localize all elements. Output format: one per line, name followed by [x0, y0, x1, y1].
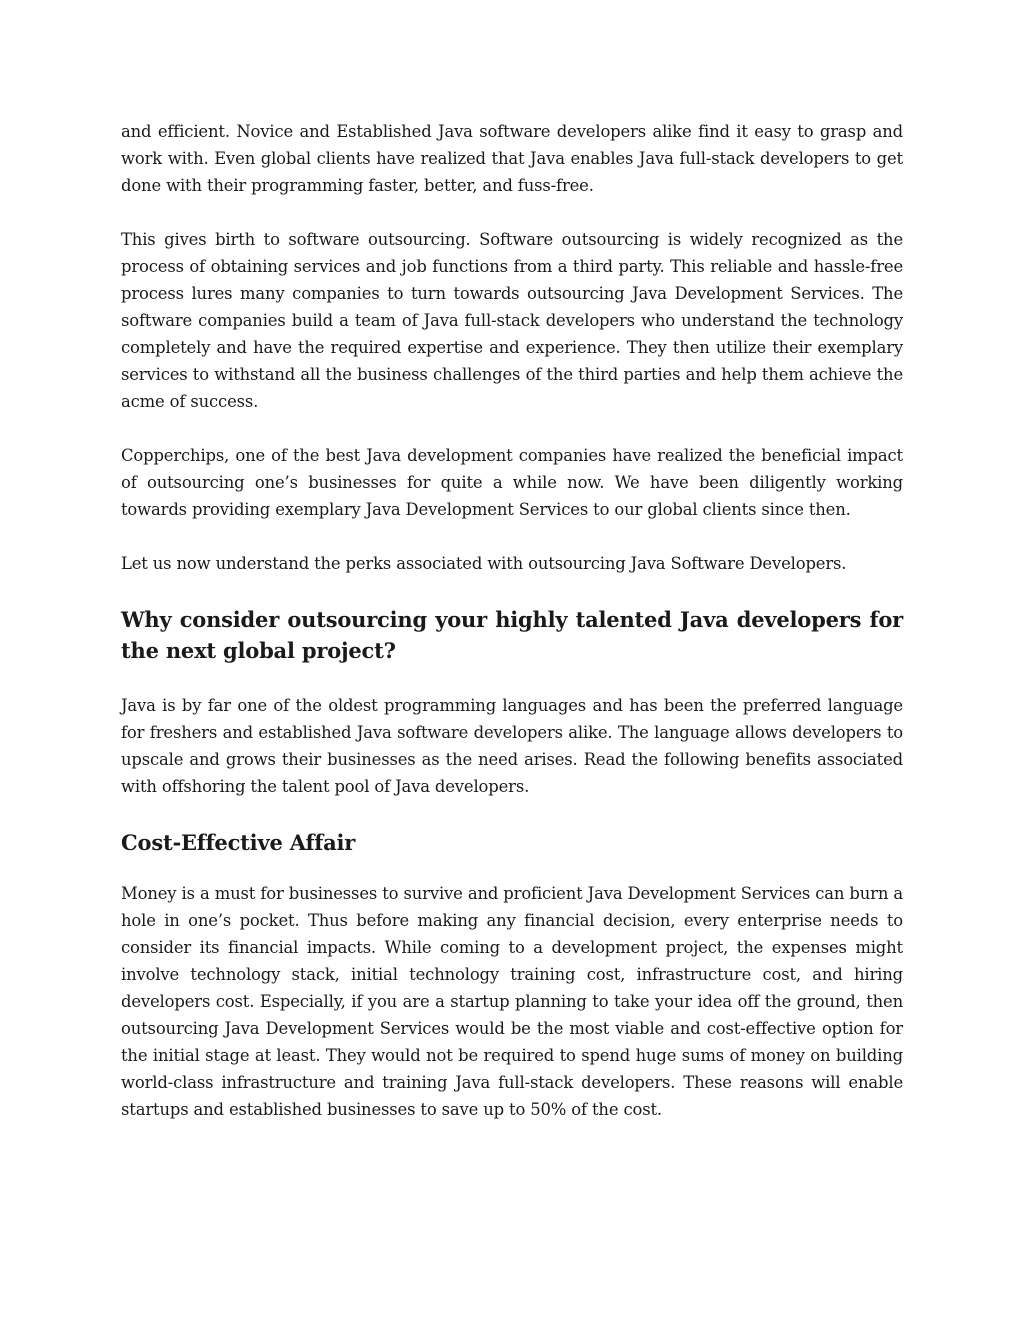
paragraph-intro-continuation: and efficient. Novice and Established Java software developers alike find it easy to grasp and work with. Even global clients have realized that Java enables Java full-stack developers to get done with their programming faster, better, and fuss-free. [121, 122, 903, 195]
heading-cost-effective: Cost-Effective Affair [121, 830, 356, 855]
heading-why-outsource: Why consider outsourcing your highly talented Java developers for the next global project? [121, 607, 903, 663]
paragraph-why-outsource: Java is by far one of the oldest programming languages and has been the preferred language for freshers and established Java software developers alike. The language allows developers to upscale and grows their businesses as the need arises. Read the following benefits associated with offshoring the talent pool of Java developers. [121, 696, 903, 796]
document-page [121, 118, 903, 1150]
paragraph-cost-effective: Money is a must for businesses to survive and proficient Java Development Services can burn a hole in one’s pocket. Thus before making any financial decision, every enterprise needs to consider its financial impacts. While coming to a development project, the expenses might involve technology stack, initial technology training cost, infrastructure cost, and hiring developers cost. Especially, if you are a startup planning to take your idea off the ground, then outsourcing Java Development Services would be the most viable and cost-effective option for the initial stage at least. They would not be required to spend huge sums of money on building world-class infrastructure and training Java full-stack developers. These reasons will enable startups and established businesses to save up to 50% of the cost. [121, 884, 903, 1119]
paragraph-perks-intro: Let us now understand the perks associated with outsourcing Java Software Developers. [121, 554, 847, 573]
paragraph-software-outsourcing: This gives birth to software outsourcing. Software outsourcing is widely recognized as the process of obtaining services and job functions from a third party. This reliable and hassle-free process lures many companies to turn towards outsourcing Java Development Services. The software companies build a team of Java full-stack developers who understand the technology completely and have the required expertise and experience. They then utilize their exemplary services to withstand all the business challenges of the third parties and help them achieve the acme of success. [121, 230, 903, 411]
paragraph-copperchips: Copperchips, one of the best Java development companies have realized the beneficial impact of outsourcing one’s businesses for quite a while now. We have been diligently working towards providing exemplary Java Development Services to our global clients since then. [121, 446, 903, 519]
